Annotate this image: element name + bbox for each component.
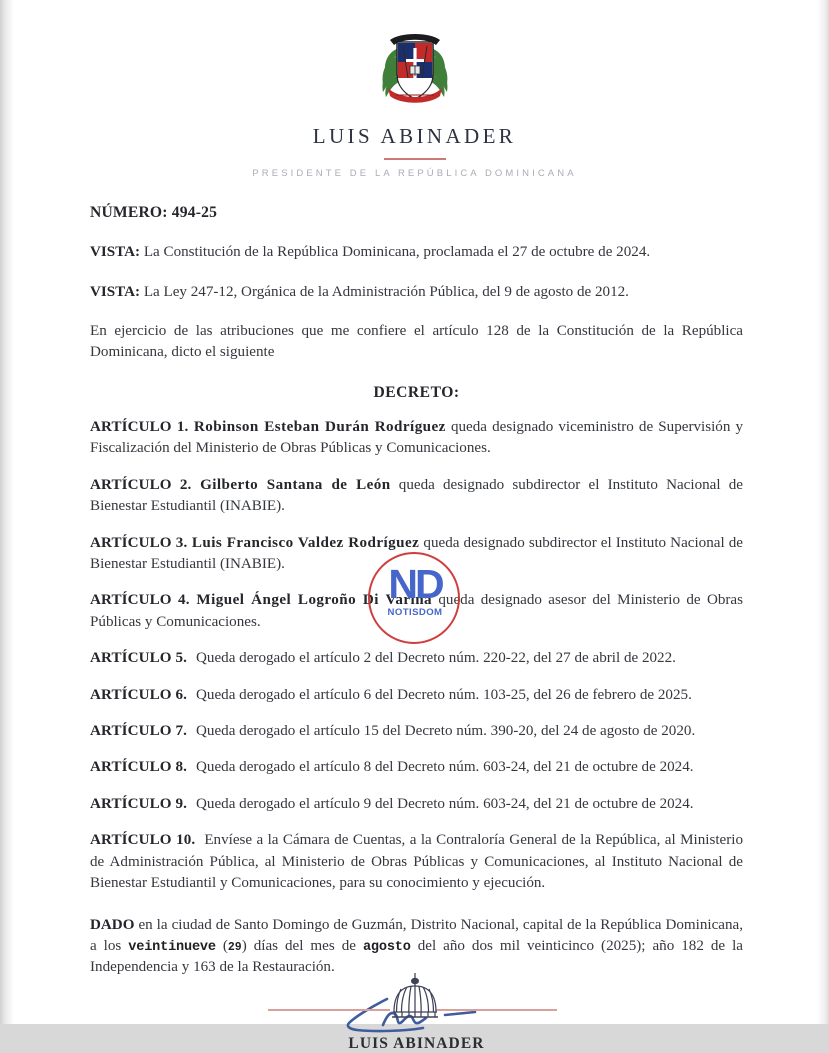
- decreto-heading: DECRETO:: [373, 383, 460, 401]
- dado-part2: días del mes de: [246, 938, 363, 954]
- article-3-label: ARTÍCULO 3.: [90, 534, 188, 551]
- dado-day-number: 29: [227, 941, 242, 954]
- article-1-person: Robinson Esteban Durán Rodríguez: [188, 418, 446, 435]
- dado-day-close: ): [241, 938, 247, 954]
- article-5-text: Queda derogado el artículo 2 del Decreto núm. 220-22, del 27 de abril de 2022.: [196, 650, 676, 667]
- dado-part1: en la ciudad de Santo Domingo de Guzmán, Distrito Nacional, capital de la República Dominicana, a los: [90, 916, 743, 954]
- watermark-logo-text: ND: [388, 561, 442, 607]
- president-title: PRESIDENTE DE LA REPÚBLICA DOMINICANA: [252, 168, 577, 179]
- footer-rule-left: [268, 1009, 390, 1012]
- article-9-text: Queda derogado el artículo 9 del Decreto núm. 603-24, del 21 de octubre de 2024.: [196, 795, 694, 812]
- article-1: [90, 417, 743, 460]
- article-1-label: ARTÍCULO 1.: [90, 418, 189, 435]
- dado-month: agosto: [362, 940, 411, 955]
- decree-number-label: NÚMERO:: [90, 204, 168, 221]
- article-2: [90, 475, 743, 518]
- article-4: [90, 590, 743, 633]
- article-4-label: ARTÍCULO 4.: [90, 592, 190, 609]
- dado-part3: del año dos mil veinticinco (2025); año 182 de la Independencia y 163 de la Restauración.: [90, 938, 743, 976]
- article-8: [90, 757, 743, 778]
- decree-number-value: 494-25: [171, 204, 218, 221]
- article-9: [90, 794, 743, 815]
- article-6: [90, 685, 743, 706]
- vista-2-label: VISTA:: [90, 283, 141, 300]
- article-10: [90, 830, 743, 894]
- article-7: [90, 721, 743, 742]
- dado-day-word: veintinueve: [128, 940, 216, 955]
- decree-number-line: [90, 202, 743, 224]
- article-3-text: queda designado subdirector el Instituto Nacional de Bienestar Estudiantil (INABIE).: [90, 534, 743, 572]
- article-3: [90, 533, 743, 576]
- article-5-label: ARTÍCULO 5.: [90, 650, 188, 667]
- article-9-label: ARTÍCULO 9.: [90, 795, 188, 812]
- document-body: [0, 202, 829, 1053]
- watermark-brand-text: NOTISDOM: [387, 607, 443, 618]
- vista-1-text: La Constitución de la República Dominicana, proclamada el 27 de octubre de 2024.: [140, 244, 651, 261]
- letterhead-divider: [384, 158, 446, 160]
- footer-rule-right: [435, 1009, 557, 1012]
- article-7-label: ARTÍCULO 7.: [90, 723, 188, 740]
- vista-2: [90, 282, 743, 303]
- article-1-text: queda designado viceministro de Supervisión y Fiscalización del Ministerio de Obras Públicas y Comunicaciones.: [90, 418, 744, 457]
- article-2-person: Gilberto Santana de León: [191, 476, 391, 493]
- article-5: [90, 648, 743, 669]
- article-6-text: Queda derogado el artículo 6 del Decreto núm. 103-25, del 26 de febrero de 2025.: [196, 686, 692, 703]
- vista-1-label: VISTA:: [90, 244, 141, 261]
- dado-day-open: (: [222, 938, 228, 954]
- article-4-person: Miguel Ángel Logroño Di Varina: [189, 592, 433, 609]
- dominican-coat-of-arms-icon: [372, 26, 458, 110]
- article-7-text: Queda derogado el artículo 15 del Decreto núm. 390-20, del 24 de agosto de 2020.: [196, 723, 696, 740]
- preamble: En ejercicio de las atribuciones que me confiere el artículo 128 de la Constitución de la República Dominicana, dicto el siguiente: [90, 322, 743, 361]
- national-palace-dome-icon: [388, 972, 442, 1018]
- article-3-person: Luis Francisco Valdez Rodríguez: [187, 534, 420, 551]
- article-6-label: ARTÍCULO 6.: [90, 686, 188, 703]
- article-2-text: queda designado subdirector el Instituto Nacional de Bienestar Estudiantil (INABIE).: [90, 476, 743, 515]
- signature-name: LUIS ABINADER: [348, 1034, 485, 1052]
- dado-label: DADO: [90, 916, 135, 933]
- article-10-label: ARTÍCULO 10.: [90, 832, 196, 849]
- article-10-text: Envíese a la Cámara de Cuentas, a la Contraloría General de la República, al Ministerio de Administración Pública, al Ministerio de Obras Públicas y Comunicaciones, al Instituto Nacional de Bienestar Estudiantil y Comunicaciones, para su conocimiento y ejecución.: [90, 832, 744, 892]
- document-footer: [0, 966, 829, 1024]
- vista-2-text: La Ley 247-12, Orgánica de la Administración Pública, del 9 de agosto de 2012.: [140, 283, 629, 300]
- vista-1: [90, 242, 743, 263]
- article-2-label: ARTÍCULO 2.: [90, 476, 192, 493]
- president-name: LUIS ABINADER: [312, 124, 517, 148]
- article-8-text: Queda derogado el artículo 8 del Decreto núm. 603-24, del 21 de octubre de 2024.: [196, 759, 694, 776]
- article-8-label: ARTÍCULO 8.: [90, 759, 188, 776]
- letterhead: [0, 0, 829, 179]
- article-4-text: queda designado asesor del Ministerio de Obras Públicas y Comunicaciones.: [90, 592, 744, 630]
